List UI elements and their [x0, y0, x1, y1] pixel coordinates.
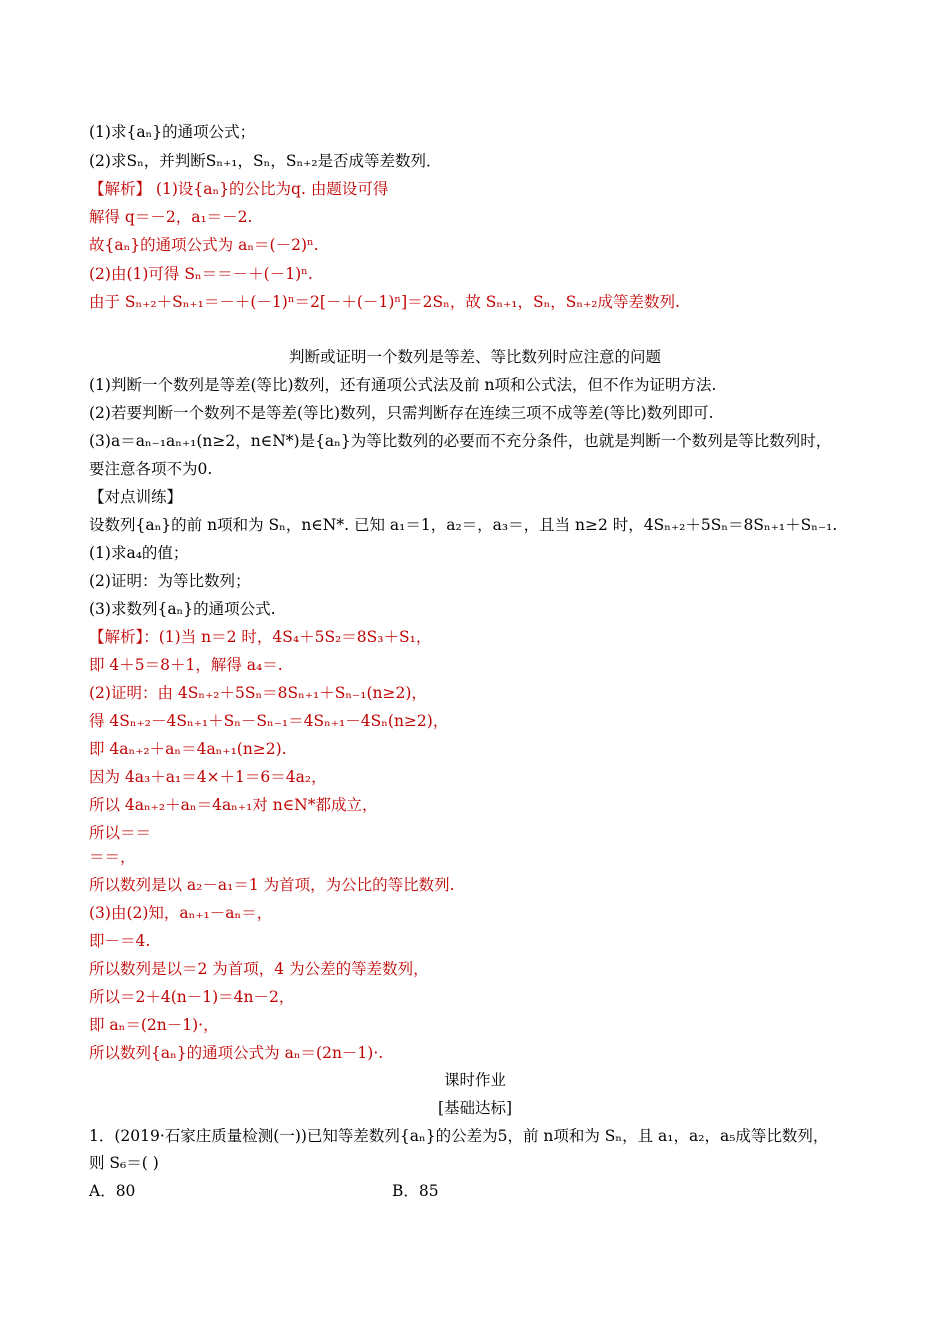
example-part-2: (2)求Sₙ，并判断Sₙ₊₁，Sₙ，Sₙ₊₂是否成等差数列． — [89, 152, 442, 170]
note-line: (1)判断一个数列是等差(等比)数列，还有通项公式法及前 n项和公式法，但不作为证明方法. — [89, 376, 717, 394]
note-line: (3)a＝aₙ₋₁aₙ₊₁(n≥2，n∈N*)是{aₙ}为等比数列的必要而不充分条件，也就是判断一个数列是等比数列时， — [89, 432, 832, 450]
practice-line: 设数列{aₙ}的前 n项和为 Sₙ，n∈N*. 已知 a₁＝1，a₂＝，a₃＝，且当 n≥2 时，4Sₙ₊₂＋5Sₙ＝8Sₙ₊₁＋Sₙ₋₁. — [89, 516, 838, 534]
note-line: 要注意各项不为0. — [89, 460, 213, 478]
solution2-line: 即 4＋5＝8＋1，解得 a₄＝. — [89, 656, 283, 674]
solution1-line: 故{aₙ}的通项公式为 aₙ＝(－2)ⁿ. — [89, 236, 319, 254]
solution2-line: 即－＝4. — [89, 932, 151, 950]
solution2-line: ＝＝， — [89, 848, 136, 866]
solution2-line: 所以＝2＋4(n－1)＝4n－2， — [89, 988, 295, 1006]
practice-line: (1)求a₄的值； — [89, 544, 189, 562]
solution2-line: 所以数列{aₙ}的通项公式为 aₙ＝(2n－1)·. — [89, 1044, 384, 1062]
solution2-line: (2)证明：由 4Sₙ₊₂＋5Sₙ＝8Sₙ₊₁＋Sₙ₋₁(n≥2)， — [89, 684, 427, 702]
solution2-line: 所以数列是以 a₂－a₁＝1 为首项，为公比的等比数列. — [89, 876, 455, 894]
solution2-line: 即 aₙ＝(2n－1)·， — [89, 1016, 219, 1034]
solution2-line: 即 4aₙ₊₂＋aₙ＝4aₙ₊₁(n≥2). — [89, 740, 287, 758]
question-1-stem-cont: 则 S₆＝( ) — [89, 1154, 159, 1172]
practice-line: (2)证明：为等比数列； — [89, 572, 251, 590]
note-line: (2)若要判断一个数列不是等差(等比)数列，只需判断存在连续三项不成等差(等比)数列即可. — [89, 404, 714, 422]
option-a: A．80 — [89, 1182, 136, 1200]
example-part-1: (1)求{aₙ}的通项公式； — [89, 123, 256, 141]
solution2-line: 所以＝＝ — [89, 824, 152, 842]
solution1-line: 由于 Sₙ₊₂＋Sₙ₊₁＝－＋(－1)ⁿ＝2[－＋(－1)ⁿ]＝2Sₙ，故 Sₙ₊₁，Sₙ，Sₙ₊₂成等差数列. — [89, 293, 680, 311]
solution2-line: 得 4Sₙ₊₂－4Sₙ₊₁＋Sₙ－Sₙ₋₁＝4Sₙ₊₁－4Sₙ(n≥2)， — [89, 712, 449, 730]
practice-heading: 【对点训练】 — [89, 488, 183, 506]
solution1-line: 解得 q＝－2，a₁＝－2. — [89, 208, 253, 226]
solution2-line: 【解析】：(1)当 n＝2 时，4S₄＋5S₂＝8S₃＋S₁， — [89, 628, 432, 646]
solution2-line: (3)由(2)知，aₙ₊₁－aₙ＝， — [89, 904, 273, 922]
solution2-line: 所以 4aₙ₊₂＋aₙ＝4aₙ₊₁对 n∈N*都成立， — [89, 796, 378, 814]
solution1-line: 【解析】 (1)设{aₙ}的公比为q. 由题设可得 — [89, 180, 389, 198]
homework-subtitle: [基础达标] — [437, 1099, 513, 1117]
option-b: B．85 — [392, 1182, 439, 1200]
solution2-line: 因为 4a₃＋a₁＝4×＋1＝6＝4a₂， — [89, 768, 327, 786]
solution1-line: (2)由(1)可得 Sₙ＝＝－＋(－1)ⁿ. — [89, 265, 313, 283]
note-title: 判断或证明一个数列是等差、等比数列时应注意的问题 — [288, 348, 661, 366]
practice-line: (3)求数列{aₙ}的通项公式. — [89, 600, 276, 618]
solution2-line: 所以数列是以＝2 为首项，4 为公差的等差数列， — [89, 960, 429, 978]
homework-title: 课时作业 — [443, 1071, 506, 1089]
question-1-stem: 1．(2019·石家庄质量检测(一))已知等差数列{aₙ}的公差为5，前 n项和为 Sₙ，且 a₁，a₂，a₅成等比数列， — [89, 1127, 829, 1145]
